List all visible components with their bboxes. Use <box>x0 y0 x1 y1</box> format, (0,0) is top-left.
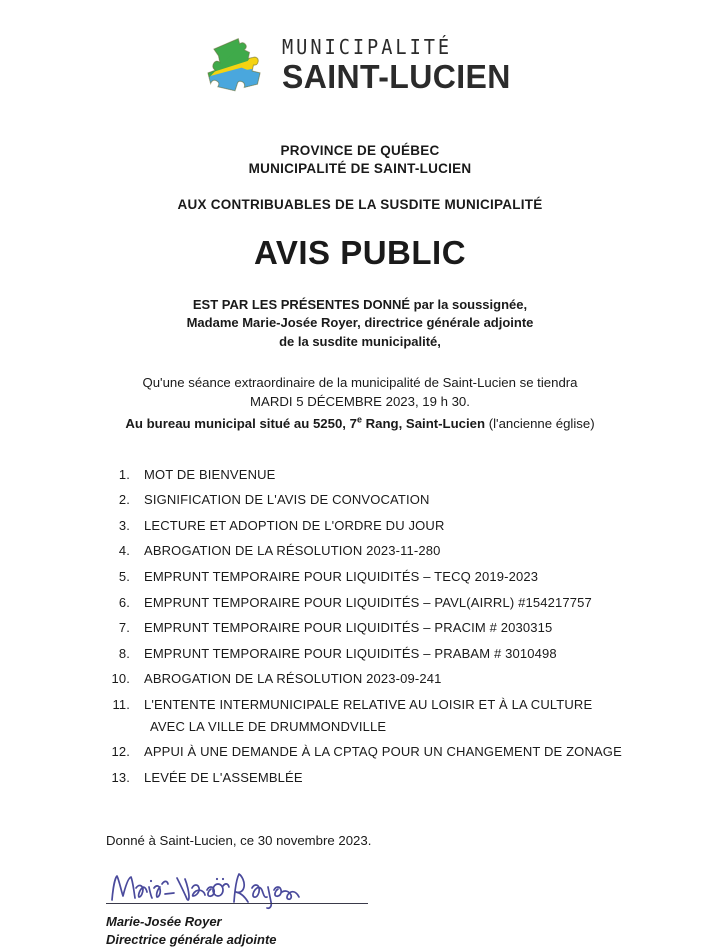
agenda-item <box>110 543 660 559</box>
agenda-item-number: 2. <box>118 492 130 508</box>
agenda-item-text: EMPRUNT TEMPORAIRE POUR LIQUIDITÉS – PRACIM # 2030315 <box>144 620 553 636</box>
signature-block <box>0 870 720 948</box>
agenda-item-text: EMPRUNT TEMPORAIRE POUR LIQUIDITÉS – TECQ 2019-2023 <box>144 569 539 585</box>
agenda-item-number: 4. <box>118 543 130 559</box>
agenda-item-number: 12. <box>111 744 130 760</box>
municipality-line: MUNICIPALITÉ DE SAINT-LUCIEN <box>248 160 472 176</box>
wordmark-saint-lucien: SAINT-LUCIEN <box>282 58 511 95</box>
agenda-item-number: 8. <box>118 645 130 661</box>
agenda-item <box>110 569 660 585</box>
agenda-list <box>0 467 720 786</box>
meeting-intro: Qu'une séance extraordinaire de la municipalité de Saint-Lucien se tiendra <box>142 375 578 391</box>
signature-area <box>106 870 368 912</box>
wordmark-municipalite: MUNICIPALITÉ <box>282 35 453 59</box>
signer-name: Marie-Josée Royer <box>106 914 222 930</box>
wordmark <box>282 37 518 93</box>
agenda-item-text-continuation: AVEC LA VILLE DE DRUMMONDVILLE <box>150 718 387 734</box>
agenda-item-text-line-1: L'ENTENTE INTERMUNICIPALE RELATIVE AU LOISIR ET À LA CULTURE <box>144 697 593 713</box>
agenda-item-number: 7. <box>118 620 130 636</box>
agenda-item-text: LECTURE ET ADOPTION DE L'ORDRE DU JOUR <box>144 517 445 533</box>
agenda-item-number: 10. <box>111 671 130 687</box>
agenda-item <box>110 744 660 760</box>
letterhead <box>0 0 720 104</box>
agenda-item-number: 5. <box>118 569 130 585</box>
agenda-item <box>110 646 660 662</box>
agenda-item-text: ABROGATION DE LA RÉSOLUTION 2023-11-280 <box>144 543 441 559</box>
signer-role: Directrice générale adjointe <box>106 931 277 947</box>
meeting-location-ordinal: e <box>356 414 362 425</box>
municipality-puzzle-logo-icon <box>202 32 268 98</box>
agenda-item <box>110 492 660 508</box>
agenda-item-number: 6. <box>118 594 130 610</box>
meeting-datetime: MARDI 5 DÉCEMBRE 2023, 19 h 30. <box>250 394 470 410</box>
agenda-item-text: SIGNIFICATION DE L'AVIS DE CONVOCATION <box>144 492 430 508</box>
agenda-item <box>110 467 660 483</box>
agenda-item-text: EMPRUNT TEMPORAIRE POUR LIQUIDITÉS – PAVL(AIRRL) #154217757 <box>144 594 592 610</box>
meeting-location <box>0 414 720 433</box>
page-title: AVIS PUBLIC <box>253 233 467 271</box>
given-by-line-2: Madame Marie-Josée Royer, directrice générale adjointe <box>186 315 534 331</box>
meeting-location-note: (l'ancienne église) <box>485 415 595 431</box>
agenda-item-text: ABROGATION DE LA RÉSOLUTION 2023-09-241 <box>144 671 442 687</box>
given-by-line-3: de la susdite municipalité, <box>279 333 441 349</box>
given-by-line-1: EST PAR LES PRÉSENTES DONNÉ par la soussignée, <box>192 296 528 312</box>
agenda-item-number: 1. <box>118 466 130 482</box>
addressee-line: AUX CONTRIBUABLES DE LA SUSDITE MUNICIPALITÉ <box>177 196 543 212</box>
agenda-item-number: 11. <box>112 697 130 713</box>
agenda-item <box>110 620 660 636</box>
agenda-item <box>110 595 660 611</box>
closing-statement: Donné à Saint-Lucien, ce 30 novembre 2023. <box>106 833 372 849</box>
handwritten-signature-icon <box>108 866 308 912</box>
signature-rule <box>106 903 368 904</box>
agenda-item-text <box>144 697 660 734</box>
government-heading <box>0 142 720 178</box>
agenda-item <box>110 770 660 786</box>
meeting-details <box>0 373 720 432</box>
agenda-item <box>110 518 660 534</box>
agenda-item <box>110 697 660 734</box>
meeting-location-address: Au bureau municipal situé au 5250, 7 <box>125 415 357 431</box>
agenda-item-number: 13. <box>111 769 130 785</box>
province-line: PROVINCE DE QUÉBEC <box>280 143 440 158</box>
meeting-location-address-2: Rang, Saint-Lucien <box>361 415 486 431</box>
given-by-block <box>0 296 720 351</box>
agenda-item <box>110 671 660 687</box>
agenda-item-text: MOT DE BIENVENUE <box>144 466 276 482</box>
agenda-item-text: LEVÉE DE L'ASSEMBLÉE <box>144 769 303 785</box>
agenda-item-text: EMPRUNT TEMPORAIRE POUR LIQUIDITÉS – PRABAM # 3010498 <box>144 645 557 661</box>
agenda-item-text: APPUI À UNE DEMANDE À LA CPTAQ POUR UN CHANGEMENT DE ZONAGE <box>144 744 622 760</box>
agenda-item-number: 3. <box>118 517 130 533</box>
